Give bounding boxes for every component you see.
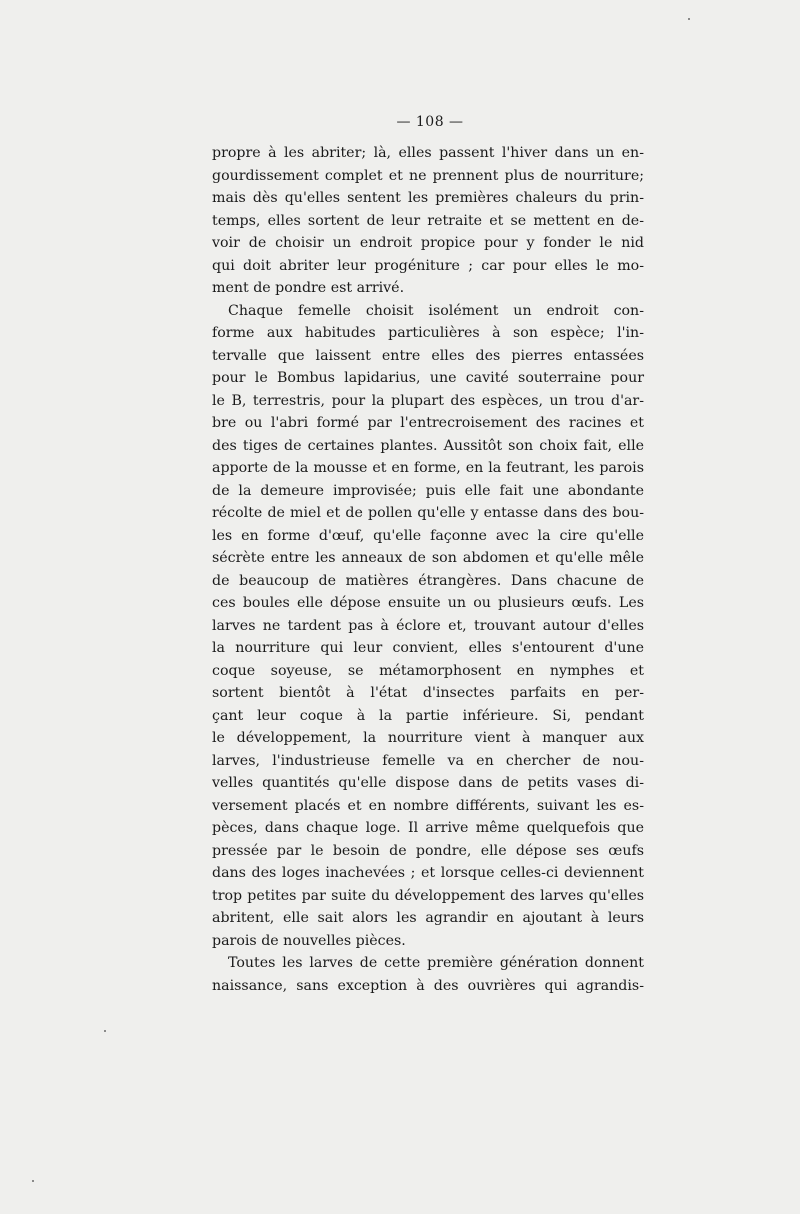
text-line: coque soyeuse, se métamorphosent en nymphes et	[212, 662, 644, 679]
text-line: versement placés et en nombre différents, suivant les es-	[212, 797, 644, 814]
text-line: apporte de la mousse et en forme, en la feutrant, les parois	[212, 460, 644, 476]
text-line: voir de choisir un endroit propice pour y fonder le nid	[212, 235, 644, 251]
text-line: le B, terrestris, pour la plupart des espèces, un trou d'ar-	[212, 392, 644, 409]
text-line: tervalle que laissent entre elles des pierres entassées	[212, 347, 644, 364]
scan-speck	[104, 1030, 106, 1032]
text-line: pour le Bombus lapidarius, une cavité souterraine pour	[212, 370, 644, 386]
text-line: sortent bientôt à l'état d'insectes parfaits en per-	[212, 685, 644, 701]
text-line: trop petites par suite du développement des larves qu'elles	[212, 887, 644, 904]
body-text	[212, 142, 644, 997]
text-line: abritent, elle sait alors les agrandir en ajoutant à leurs	[212, 910, 644, 926]
text-line: bre ou l'abri formé par l'entrecroisement des racines et	[212, 415, 644, 431]
text-line: de la demeure improvisée; puis elle fait une abondante	[212, 482, 644, 499]
text-line: le développement, la nourriture vient à manquer aux	[212, 730, 644, 746]
text-line: récolte de miel et de pollen qu'elle y entasse dans des bou-	[212, 505, 644, 521]
text-line: les en forme d'œuf, qu'elle façonne avec la cire qu'elle	[212, 527, 644, 544]
text-line: propre à les abriter; là, elles passent l'hiver dans un en-	[212, 145, 644, 161]
text-line: parois de nouvelles pièces.	[212, 932, 406, 949]
text-line: Chaque femelle choisit isolément un endroit con-	[228, 302, 644, 319]
page-number: — 108 —	[396, 114, 464, 130]
text-line: la nourriture qui leur convient, elles s'entourent d'une	[212, 640, 644, 656]
text-line: dans des loges inachevées ; et lorsque celles-ci deviennent	[212, 865, 644, 881]
text-line: ces boules elle dépose ensuite un ou plusieurs œufs. Les	[212, 595, 644, 611]
text-line: velles quantités qu'elle dispose dans de petits vases di-	[212, 775, 644, 791]
text-line: naissance, sans exception à des ouvrières qui agrandis-	[212, 977, 644, 994]
text-line: qui doit abriter leur progéniture ; car pour elles le mo-	[212, 257, 644, 274]
text-line: larves ne tardent pas à éclore et, trouvant autour d'elles	[212, 617, 644, 634]
text-line: Toutes les larves de cette première génération donnent	[228, 955, 644, 971]
text-line: mais dès qu'elles sentent les premières chaleurs du prin-	[212, 190, 644, 206]
text-line: çant leur coque à la partie inférieure. Si, pendant	[212, 707, 644, 724]
text-line: pèces, dans chaque loge. Il arrive même quelquefois que	[212, 820, 644, 836]
text-line: temps, elles sortent de leur retraite et se mettent en de-	[212, 212, 644, 229]
text-line: forme aux habitudes particulières à son espèce; l'in-	[212, 325, 644, 341]
text-line: ment de pondre est arrivé.	[212, 280, 405, 296]
text-line: sécrète entre les anneaux de son abdomen et qu'elle mêle	[212, 550, 644, 566]
text-line: de beaucoup de matières étrangères. Dans chacune de	[212, 572, 644, 589]
text-line: larves, l'industrieuse femelle va en chercher de nou-	[212, 752, 644, 769]
text-line: pressée par le besoin de pondre, elle dépose ses œufs	[212, 842, 644, 859]
scan-speck	[688, 18, 690, 20]
scan-speck	[32, 1180, 34, 1182]
text-line: des tiges de certaines plantes. Aussitôt son choix fait, elle	[212, 437, 644, 454]
text-line: gourdissement complet et ne prennent plus de nourriture;	[212, 167, 644, 184]
